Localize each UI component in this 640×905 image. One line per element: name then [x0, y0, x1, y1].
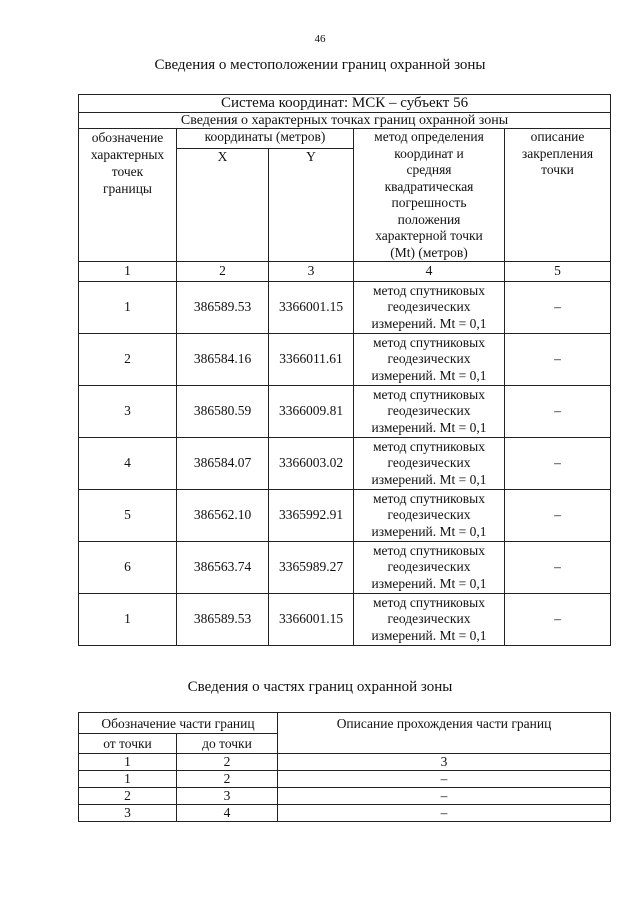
description-cell: – — [505, 542, 611, 594]
table-row — [79, 754, 611, 771]
boundary-parts-table — [78, 712, 611, 822]
description-cell: – — [505, 438, 611, 490]
description-cell: – — [505, 490, 611, 542]
table-row — [79, 805, 611, 822]
x-cell: 386589.53 — [177, 282, 269, 334]
method-cell: метод спутниковых геодезических измерений. Mt = 0,1 — [354, 334, 505, 386]
part-description-cell: – — [278, 805, 611, 822]
point-cell: 2 — [79, 334, 177, 386]
header-point-name: обозначение характерных точек границы — [79, 129, 177, 262]
point-cell: 1 — [79, 594, 177, 646]
x-cell: 386589.53 — [177, 594, 269, 646]
x-cell: 386562.10 — [177, 490, 269, 542]
header-from-point: от точки — [79, 734, 177, 754]
part-description-cell: – — [278, 771, 611, 788]
method-cell: метод спутниковых геодезических измерений. Mt = 0,1 — [354, 490, 505, 542]
header-y: Y — [269, 148, 354, 261]
method-cell: метод спутниковых геодезических измерений. Mt = 0,1 — [354, 438, 505, 490]
y-cell: 3366001.15 — [269, 282, 354, 334]
method-cell: метод спутниковых геодезических измерений. Mt = 0,1 — [354, 386, 505, 438]
coordinate-system-title: Система координат: МСК – субъект 56 — [79, 95, 611, 113]
point-cell: 4 — [79, 438, 177, 490]
description-cell: – — [505, 282, 611, 334]
table-row — [79, 788, 611, 805]
section-title-parts: Сведения о частях границ охранной зоны — [187, 679, 453, 695]
to-point-cell: 4 — [177, 805, 278, 822]
point-cell: 1 — [79, 282, 177, 334]
from-point-cell: 1 — [79, 754, 177, 771]
header-part-description: Описание прохождения части границ — [278, 713, 611, 754]
header-to-point: до точки — [177, 734, 278, 754]
section-title-location: Сведения о местоположении границ охранной зоны — [154, 57, 486, 73]
method-cell: метод спутниковых геодезических измерений. Mt = 0,1 — [354, 282, 505, 334]
to-point-cell: 3 — [177, 788, 278, 805]
table-row — [79, 334, 611, 386]
y-cell: 3366003.02 — [269, 438, 354, 490]
header-part: Обозначение части границ — [79, 713, 278, 734]
header-x: X — [177, 148, 269, 261]
table-subtitle: Сведения о характерных точках границ охранной зоны — [79, 113, 611, 129]
x-cell: 386580.59 — [177, 386, 269, 438]
description-cell: – — [505, 334, 611, 386]
column-number: 4 — [354, 262, 505, 282]
table-row — [79, 594, 611, 646]
x-cell: 386584.16 — [177, 334, 269, 386]
y-cell: 3366011.61 — [269, 334, 354, 386]
x-cell: 386584.07 — [177, 438, 269, 490]
header-method: метод определения координат и средняя квадратическая погрешность положения характерной точки (Mt) (метров) — [354, 129, 505, 262]
y-cell: 3366009.81 — [269, 386, 354, 438]
table-row — [79, 438, 611, 490]
part-description-cell: 3 — [278, 754, 611, 771]
y-cell: 3365992.91 — [269, 490, 354, 542]
point-cell: 5 — [79, 490, 177, 542]
header-description: описание закрепления точки — [505, 129, 611, 262]
table-row — [79, 282, 611, 334]
y-cell: 3365989.27 — [269, 542, 354, 594]
point-cell: 6 — [79, 542, 177, 594]
boundary-points-table — [78, 94, 611, 646]
point-cell: 3 — [79, 386, 177, 438]
x-cell: 386563.74 — [177, 542, 269, 594]
to-point-cell: 2 — [177, 771, 278, 788]
column-number: 5 — [505, 262, 611, 282]
column-number: 2 — [177, 262, 269, 282]
table-row — [79, 490, 611, 542]
to-point-cell: 2 — [177, 754, 278, 771]
from-point-cell: 1 — [79, 771, 177, 788]
table-row — [79, 386, 611, 438]
part-description-cell: – — [278, 788, 611, 805]
column-number: 3 — [269, 262, 354, 282]
description-cell: – — [505, 386, 611, 438]
from-point-cell: 2 — [79, 788, 177, 805]
header-coordinates: координаты (метров) — [177, 129, 354, 149]
column-number: 1 — [79, 262, 177, 282]
y-cell: 3366001.15 — [269, 594, 354, 646]
from-point-cell: 3 — [79, 805, 177, 822]
table-row — [79, 771, 611, 788]
method-cell: метод спутниковых геодезических измерений. Mt = 0,1 — [354, 594, 505, 646]
page-number: 46 — [314, 33, 326, 45]
description-cell: – — [505, 594, 611, 646]
table-row — [79, 542, 611, 594]
method-cell: метод спутниковых геодезических измерений. Mt = 0,1 — [354, 542, 505, 594]
